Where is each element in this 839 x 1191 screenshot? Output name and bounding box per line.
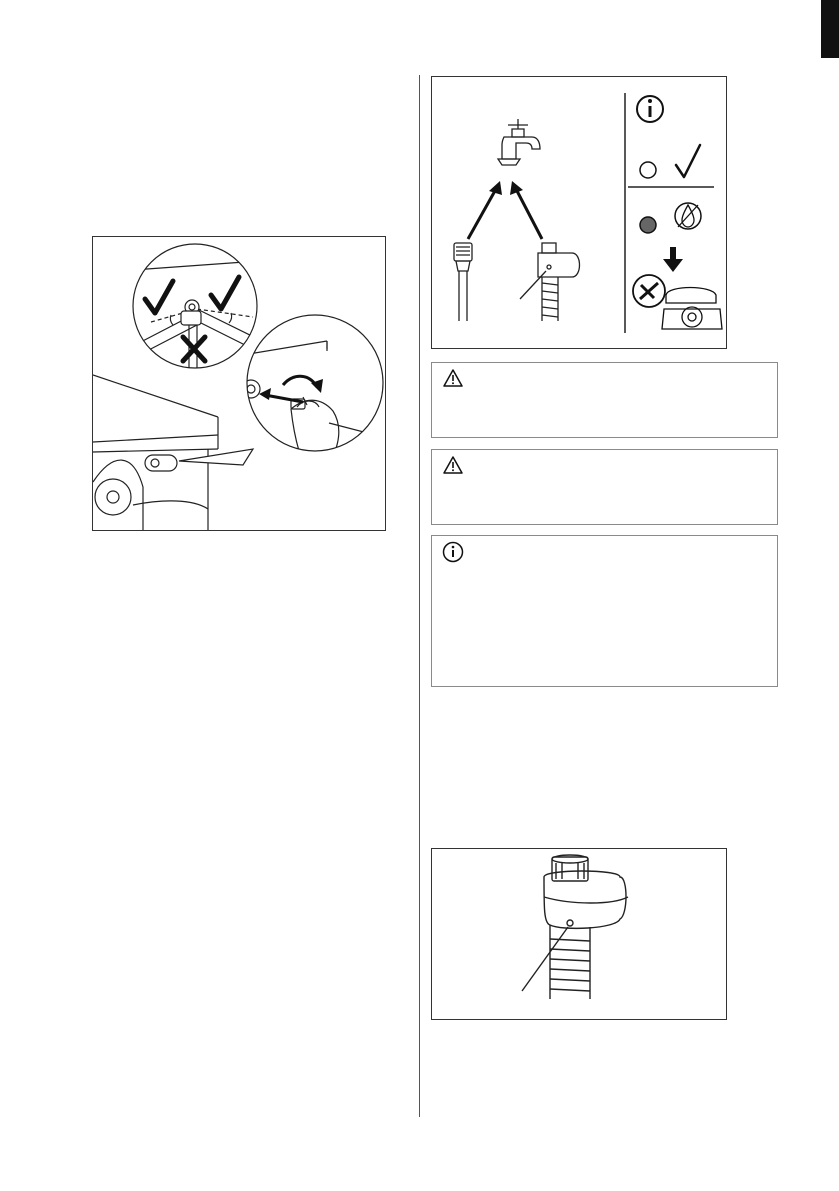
info-notice (431, 535, 778, 687)
filled-indicator-icon (640, 217, 656, 233)
warning-notice-1 (431, 362, 778, 438)
safety-valve-illustration (432, 849, 726, 1019)
safety-valve-figure (431, 848, 727, 1020)
angle-detail (133, 244, 258, 377)
arrow-up-icon (489, 181, 502, 195)
column-divider (419, 75, 420, 1117)
warning-triangle-icon (442, 368, 464, 388)
warning-triangle-icon (442, 455, 464, 475)
hose-tightening-figure (92, 236, 386, 531)
empty-indicator-icon (640, 162, 656, 178)
check-icon (676, 145, 700, 177)
tap-connection-figure (431, 76, 727, 349)
info-icon (637, 96, 663, 122)
hose-tightening-illustration (93, 237, 385, 530)
hand-tighten-detail (242, 315, 383, 463)
water-tap-icon (498, 119, 540, 165)
warning-notice-2 (431, 449, 778, 525)
info-icon (442, 541, 464, 563)
service-phone-icon (633, 275, 722, 329)
arrow-down-icon (663, 247, 683, 272)
water-drop-icon (675, 203, 701, 229)
safety-valve-window-icon (567, 920, 573, 926)
page-tab-marker (821, 0, 839, 58)
tap-connection-illustration (432, 77, 726, 348)
